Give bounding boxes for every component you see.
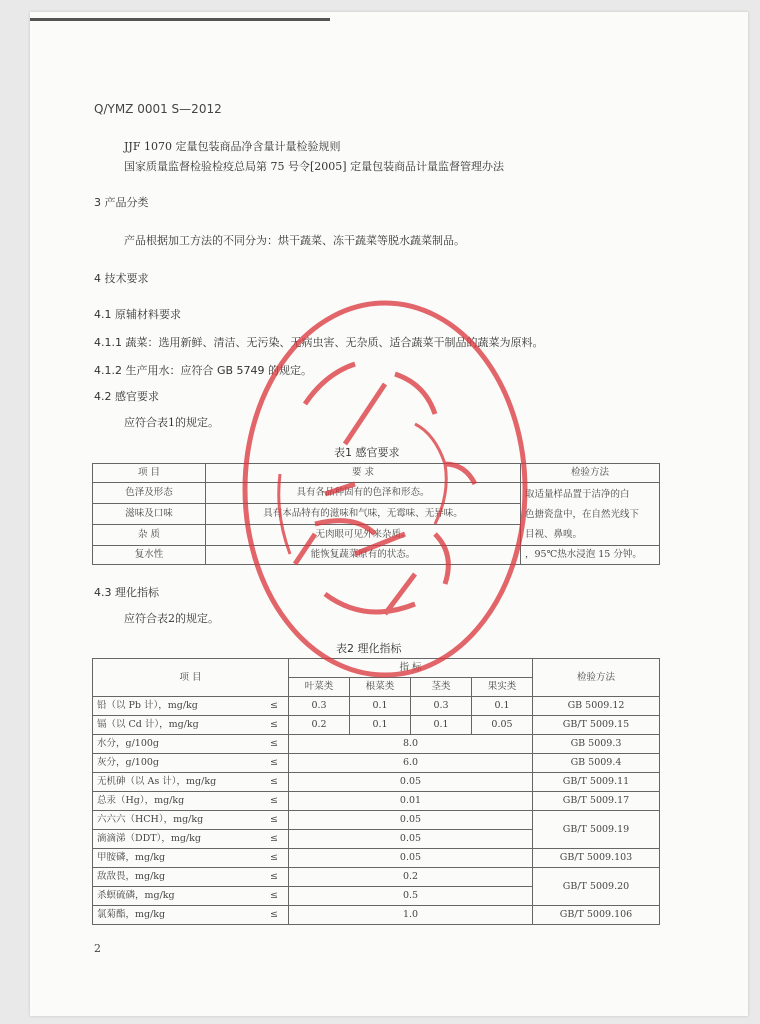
- table-cell: 滴滴涕（DDT），mg/kg: [93, 830, 261, 849]
- table-cell: GB/T 5009.19: [533, 811, 660, 849]
- table-cell: ≤: [260, 773, 289, 792]
- table-cell: 0.5: [289, 887, 533, 906]
- table-cell: 六六六（HCH），mg/kg: [93, 811, 261, 830]
- table-subheader: 果实类: [472, 678, 533, 697]
- table-row: [93, 546, 660, 565]
- table-header: 指 标: [289, 659, 533, 678]
- table-row: [93, 697, 660, 716]
- table-physchem: [92, 658, 660, 925]
- table-header: 项 目: [93, 659, 289, 697]
- section-3-body: 产品根据加工方法的不同分为：烘干蔬菜、冻干蔬菜等脱水蔬菜制品。: [124, 234, 465, 247]
- section-4-2-title: 4.2 感官要求: [94, 390, 159, 403]
- table-cell: ，95℃热水浸泡 15 分钟。: [521, 546, 660, 565]
- table-cell: GB/T 5009.106: [533, 906, 660, 925]
- table-cell: 敌敌畏，mg/kg: [93, 868, 261, 887]
- document-page: [30, 12, 748, 1016]
- table-cell: 水分，g/100g: [93, 735, 261, 754]
- table-cell: ≤: [260, 811, 289, 830]
- table-cell: 0.1: [472, 697, 533, 716]
- reference-line-1: JJF 1070 定量包装商品净含量计量检验规则: [124, 140, 341, 153]
- table-cell: ≤: [260, 830, 289, 849]
- table-row: [93, 906, 660, 925]
- section-4-2-body: 应符合表1的规定。: [124, 416, 219, 429]
- table-cell: 具有本品特有的滋味和气味，无霉味、无异味。: [206, 504, 521, 525]
- table-cell: 0.05: [289, 811, 533, 830]
- table-cell: GB/T 5009.103: [533, 849, 660, 868]
- table-subheader: 茎类: [411, 678, 472, 697]
- table-subheader: 根菜类: [350, 678, 411, 697]
- table-cell: 镉（以 Cd 计），mg/kg: [93, 716, 261, 735]
- table-cell: ≤: [260, 906, 289, 925]
- table-cell: 1.0: [289, 906, 533, 925]
- table-cell: 总汞（Hg），mg/kg: [93, 792, 261, 811]
- table-cell: ≤: [260, 868, 289, 887]
- table-cell: GB/T 5009.15: [533, 716, 660, 735]
- doc-code: Q/YMZ 0001 S—2012: [94, 102, 222, 116]
- table-row: [93, 464, 660, 483]
- table-cell: ≤: [260, 697, 289, 716]
- table-cell: 8.0: [289, 735, 533, 754]
- method-line: 目视、鼻嗅。: [525, 529, 583, 540]
- table-sensory: [92, 463, 660, 565]
- table-row: [93, 868, 660, 887]
- table-cell: 0.01: [289, 792, 533, 811]
- table-cell: 0.05: [289, 849, 533, 868]
- table-row: [93, 483, 660, 504]
- table-cell: 0.1: [350, 697, 411, 716]
- table-cell: ≤: [260, 887, 289, 906]
- table-cell: ≤: [260, 792, 289, 811]
- method-cell: [521, 483, 660, 546]
- section-3-title: 3 产品分类: [94, 196, 149, 209]
- table-cell: 灰分，g/100g: [93, 754, 261, 773]
- reference-line-2: 国家质量监督检验检疫总局第 75 号令[2005] 定量包装商品计量监督管理办法: [124, 160, 505, 173]
- table-cell: 能恢复蔬菜原有的状态。: [206, 546, 521, 565]
- page-number: 2: [94, 942, 101, 955]
- table-header: 项 目: [93, 464, 206, 483]
- section-4-title: 4 技术要求: [94, 272, 149, 285]
- table-row: [93, 735, 660, 754]
- table-cell: 0.2: [289, 868, 533, 887]
- table-row: [93, 792, 660, 811]
- table-cell: GB 5009.4: [533, 754, 660, 773]
- table-subheader: 叶菜类: [289, 678, 350, 697]
- method-line: 色搪瓷盘中，在自然光线下: [525, 509, 640, 520]
- table-cell: 6.0: [289, 754, 533, 773]
- section-4-1-title: 4.1 原辅材料要求: [94, 308, 181, 321]
- table-header: 检验方法: [521, 464, 660, 483]
- top-rule: [30, 18, 330, 21]
- table-cell: 0.05: [289, 773, 533, 792]
- table-cell: 0.2: [289, 716, 350, 735]
- table-row: [93, 849, 660, 868]
- table-cell: ≤: [260, 716, 289, 735]
- table-cell: 铅（以 Pb 计），mg/kg: [93, 697, 261, 716]
- table-cell: 杀螟硫磷，mg/kg: [93, 887, 261, 906]
- table-cell: 无肉眼可见外来杂质。: [206, 525, 521, 546]
- table-cell: ≤: [260, 754, 289, 773]
- table-header: 检验方法: [533, 659, 660, 697]
- table-row: [93, 811, 660, 830]
- table-cell: 0.1: [350, 716, 411, 735]
- table-row: [93, 773, 660, 792]
- table-row: [93, 754, 660, 773]
- table-cell: GB 5009.3: [533, 735, 660, 754]
- table-1-title: 表1 感官要求: [334, 446, 400, 459]
- table-row: [93, 716, 660, 735]
- table-cell: GB/T 5009.11: [533, 773, 660, 792]
- table-cell: GB/T 5009.20: [533, 868, 660, 906]
- table-cell: 甲胺磷，mg/kg: [93, 849, 261, 868]
- method-line: 取适量样品置于洁净的白: [525, 489, 630, 500]
- table-cell: ≤: [260, 735, 289, 754]
- table-cell: 0.05: [472, 716, 533, 735]
- table-cell: GB/T 5009.17: [533, 792, 660, 811]
- table-2-title: 表2 理化指标: [336, 642, 402, 655]
- section-4-3-title: 4.3 理化指标: [94, 586, 159, 599]
- section-4-3-body: 应符合表2的规定。: [124, 612, 219, 625]
- table-cell: 色泽及形态: [93, 483, 206, 504]
- table-cell: 复水性: [93, 546, 206, 565]
- table-cell: 0.05: [289, 830, 533, 849]
- table-cell: 0.1: [411, 716, 472, 735]
- table-row: [93, 659, 660, 678]
- table-cell: 0.3: [289, 697, 350, 716]
- table-cell: 具有各品种固有的色泽和形态。: [206, 483, 521, 504]
- section-4-1-2: 4.1.2 生产用水：应符合 GB 5749 的规定。: [94, 364, 313, 377]
- table-cell: 杂 质: [93, 525, 206, 546]
- table-header: 要 求: [206, 464, 521, 483]
- table-cell: 0.3: [411, 697, 472, 716]
- table-cell: 氯菊酯，mg/kg: [93, 906, 261, 925]
- table-cell: 无机砷（以 As 计），mg/kg: [93, 773, 261, 792]
- section-4-1-1: 4.1.1 蔬菜：选用新鲜、清洁、无污染、无病虫害、无杂质、适合蔬菜干制品的蔬菜为原料。: [94, 336, 544, 349]
- table-cell: ≤: [260, 849, 289, 868]
- table-cell: 滋味及口味: [93, 504, 206, 525]
- table-cell: GB 5009.12: [533, 697, 660, 716]
